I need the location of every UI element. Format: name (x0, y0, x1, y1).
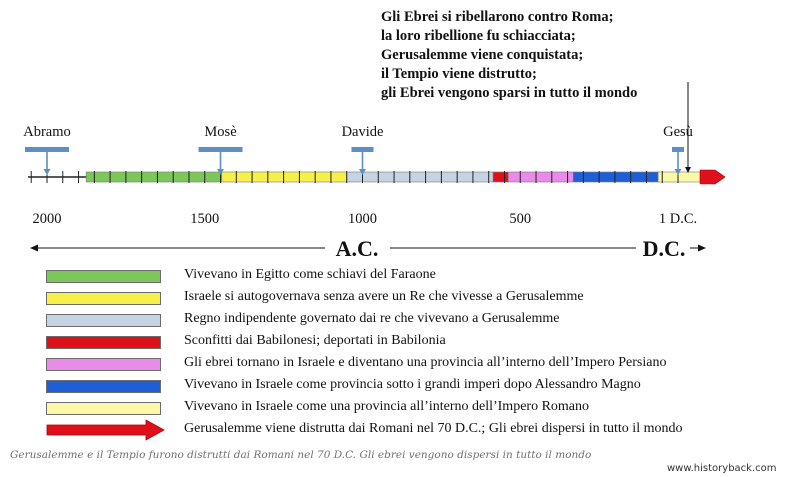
marker-pointer-head (44, 169, 51, 175)
top-note-line: Gerusalemme viene conquistata; (381, 47, 584, 63)
legend-item (46, 266, 800, 286)
marker-label: Gesù (663, 124, 693, 140)
year-label: 2000 (32, 211, 62, 227)
legend-item (46, 420, 800, 440)
legend-swatch (46, 292, 161, 305)
legend-text: Vivevano in Israele come una provincia all’interno dell’Impero Romano (184, 399, 590, 414)
legend-swatch (46, 314, 161, 327)
era-segment (508, 172, 573, 182)
era-segment (347, 172, 493, 182)
era-segment (658, 172, 700, 182)
bc-arrow-head (30, 245, 38, 252)
marker-flag (672, 147, 684, 152)
top-note-line: gli Ebrei vengono sparsi in tutto il mondo (381, 85, 638, 101)
legend-swatch (46, 358, 161, 371)
year-label: 1 D.C. (658, 211, 698, 227)
legend-arrow-swatch (46, 419, 166, 441)
year-label: 1500 (190, 211, 220, 227)
legend-item (46, 398, 800, 418)
watermark: www.historyback.com (667, 463, 777, 474)
legend-item (46, 354, 800, 374)
marker-label: Abramo (23, 124, 71, 140)
legend-text: Sconfitti dai Babilonesi; deportati in Babilonia (184, 333, 446, 348)
marker-label: Davide (341, 124, 384, 140)
legend-text: Vivevano in Israele come provincia sotto i grandi imperi dopo Alessandro Magno (184, 377, 641, 392)
era-label-bc: A.C. (335, 236, 379, 261)
legend-swatch (46, 336, 161, 349)
legend-swatch (46, 402, 161, 415)
legend-item (46, 288, 800, 308)
era-segment (493, 172, 508, 182)
legend-text: Gerusalemme viene distrutta dai Romani nel 70 D.C.; Gli ebrei dispersi in tutto il mondo (184, 421, 683, 436)
marker-flag (199, 147, 243, 152)
era-segment (222, 172, 347, 182)
timeline-end-arrow (700, 170, 725, 184)
year-label: 500 (509, 211, 532, 227)
era-label-ad: D.C. (642, 236, 686, 261)
marker-flag (25, 147, 69, 152)
legend-text: Gli ebrei tornano in Israele e diventano una provincia all’interno dell’Impero Persiano (184, 355, 667, 370)
marker-flag (352, 147, 374, 152)
era-segment (573, 172, 658, 182)
caption: Gerusalemme e il Tempio furono distrutti dai Romani nel 70 D.C. Gli ebrei vengono dispersi in tutto il mondo (10, 449, 592, 461)
legend-text: Israele si autogovernava senza avere un Re che vivesse a Gerusalemme (184, 289, 584, 304)
ad-arrow-head (698, 245, 706, 252)
era-segment (86, 172, 222, 182)
legend-item (46, 310, 800, 330)
legend-swatch (46, 270, 161, 283)
year-label: 1000 (348, 211, 377, 227)
legend-text: Vivevano in Egitto come schiavi del Faraone (184, 267, 436, 282)
top-note-line: la loro ribellione fu schiacciata; (381, 28, 576, 44)
top-note-line: Gli Ebrei si ribellarono contro Roma; (381, 9, 614, 25)
top-note-line: il Tempio viene distrutto; (381, 66, 537, 82)
legend-swatch (46, 380, 161, 393)
legend-item (46, 376, 800, 396)
legend-item (46, 332, 800, 352)
marker-label: Mosè (204, 124, 237, 140)
legend-text: Regno indipendente governato dai re che vivevano a Gerusalemme (184, 311, 560, 326)
